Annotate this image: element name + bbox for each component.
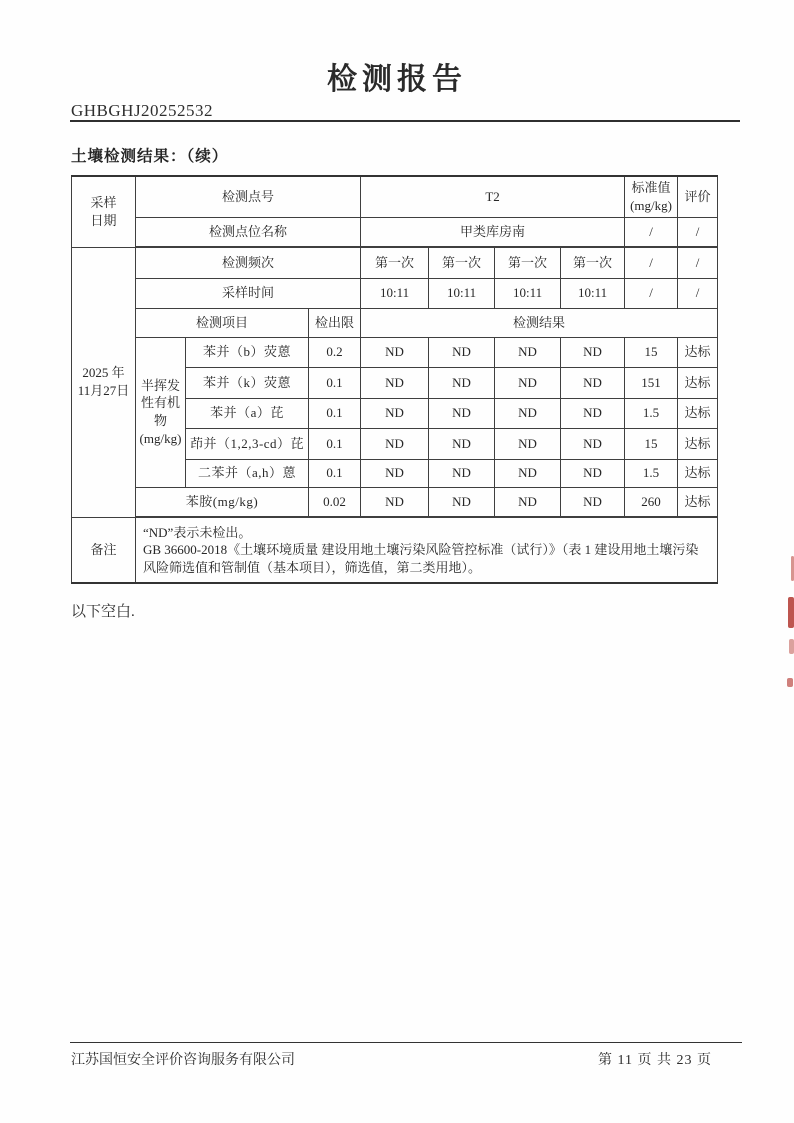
soil-results-table <box>71 175 718 584</box>
remark-line-standard: GB 36600-2018《土壤环境质量 建设用地土壤污染风险管控标准（试行）》（表 1 建设用地土壤污染风险筛选值和管制值（基本项目），筛选值，第二类用地）。 <box>143 542 699 575</box>
sampling-date-header-line1: 采样 <box>90 195 117 211</box>
result-4: ND <box>561 459 625 487</box>
sampling-date-header <box>72 176 136 247</box>
remark-content <box>136 517 718 583</box>
sampling-time-value-1: 10:11 <box>361 278 429 308</box>
item-name: 二苯并（a,h）蒽 <box>186 459 309 487</box>
result-3: ND <box>495 487 561 517</box>
point-name-label: 检测点位名称 <box>136 217 361 247</box>
svoc-group-label <box>136 337 186 487</box>
evaluation-header: 评价 <box>678 176 718 217</box>
sampling-time-label: 采样时间 <box>136 278 361 308</box>
result-2: ND <box>429 487 495 517</box>
blank-below-note: 以下空白. <box>71 604 135 620</box>
result-3: ND <box>495 398 561 428</box>
sampling-date-line1: 2025 年 <box>82 365 125 381</box>
item-name: 苯并（k）荧蒽 <box>186 367 309 398</box>
detection-limit-header: 检出限 <box>309 308 361 337</box>
result-1: ND <box>361 459 429 487</box>
standard-value: 151 <box>625 367 678 398</box>
standard-value: 15 <box>625 428 678 459</box>
result-4: ND <box>561 337 625 367</box>
point-name-eval-slash: / <box>678 217 718 247</box>
evaluation-value: 达标 <box>678 367 718 398</box>
standard-value: 1.5 <box>625 459 678 487</box>
sampling-time-standard-slash: / <box>625 278 678 308</box>
sampling-date-header-line2: 日期 <box>90 212 117 228</box>
frequency-value-3: 第一次 <box>495 247 561 278</box>
evaluation-value: 达标 <box>678 398 718 428</box>
point-name-standard-slash: / <box>625 217 678 247</box>
evaluation-value: 达标 <box>678 487 718 517</box>
frequency-standard-slash: / <box>625 247 678 278</box>
report-number: GHBGHJ20252532 <box>71 101 214 120</box>
result-4: ND <box>561 487 625 517</box>
detection-limit: 0.1 <box>309 459 361 487</box>
stamp-fragment <box>789 639 794 654</box>
result-4: ND <box>561 367 625 398</box>
stamp-fragment <box>787 678 793 687</box>
sampling-time-eval-slash: / <box>678 278 718 308</box>
point-no-value: T2 <box>361 176 625 217</box>
result-2: ND <box>429 337 495 367</box>
result-2: ND <box>429 459 495 487</box>
svoc-group-line3: 物 <box>153 413 167 428</box>
document-title: 检测报告 <box>327 63 467 96</box>
standard-value: 1.5 <box>625 398 678 428</box>
result-1: ND <box>361 337 429 367</box>
standard-value: 15 <box>625 337 678 367</box>
remark-line-nd: “ND”表示未检出。 <box>143 524 252 540</box>
result-3: ND <box>495 367 561 398</box>
footer-page-number: 第 11 页 共 23 页 <box>598 1053 712 1068</box>
standard-value: 260 <box>625 487 678 517</box>
frequency-label: 检测频次 <box>136 247 361 278</box>
result-2: ND <box>429 398 495 428</box>
table-row <box>72 337 718 367</box>
remark-label: 备注 <box>72 517 136 583</box>
sampling-time-value-2: 10:11 <box>429 278 495 308</box>
detection-limit: 0.02 <box>309 487 361 517</box>
result-4: ND <box>561 428 625 459</box>
sampling-time-value-3: 10:11 <box>495 278 561 308</box>
evaluation-value: 达标 <box>678 459 718 487</box>
result-2: ND <box>429 367 495 398</box>
svoc-group-line2: 性有机 <box>140 395 180 411</box>
standard-value-header-line1: 标准值 <box>631 180 671 196</box>
stamp-fragment <box>788 597 794 628</box>
point-no-label: 检测点号 <box>136 176 361 217</box>
result-1: ND <box>361 398 429 428</box>
detection-limit: 0.1 <box>309 398 361 428</box>
result-4: ND <box>561 398 625 428</box>
results-table-container <box>71 175 718 584</box>
item-header: 检测项目 <box>136 308 309 337</box>
standard-value-header <box>625 176 678 217</box>
result-header: 检测结果 <box>361 308 718 337</box>
result-2: ND <box>429 428 495 459</box>
sampling-date-value <box>72 247 136 517</box>
result-3: ND <box>495 459 561 487</box>
item-name-aniline: 苯胺(mg/kg) <box>136 487 309 517</box>
evaluation-value: 达标 <box>678 428 718 459</box>
header-divider-line <box>70 120 740 122</box>
table-row <box>72 487 718 517</box>
sampling-time-value-4: 10:11 <box>561 278 625 308</box>
result-1: ND <box>361 428 429 459</box>
detection-limit: 0.2 <box>309 337 361 367</box>
frequency-eval-slash: / <box>678 247 718 278</box>
footer-divider-line <box>70 1042 742 1043</box>
result-1: ND <box>361 487 429 517</box>
point-name-value: 甲类库房南 <box>361 217 625 247</box>
frequency-value-1: 第一次 <box>361 247 429 278</box>
section-title: 土壤检测结果：（续） <box>71 148 229 165</box>
standard-value-header-line2: (mg/kg) <box>630 197 672 213</box>
result-3: ND <box>495 337 561 367</box>
item-name: 苯并（b）荧蒽 <box>186 337 309 367</box>
result-1: ND <box>361 367 429 398</box>
sampling-date-line2: 11月27日 <box>77 383 130 398</box>
detection-limit: 0.1 <box>309 367 361 398</box>
item-name: 苯并（a）芘 <box>186 398 309 428</box>
svoc-group-line1: 半挥发 <box>140 377 180 393</box>
svoc-group-line4: (mg/kg) <box>139 430 182 446</box>
result-3: ND <box>495 428 561 459</box>
frequency-value-2: 第一次 <box>429 247 495 278</box>
detection-limit: 0.1 <box>309 428 361 459</box>
evaluation-value: 达标 <box>678 337 718 367</box>
frequency-value-4: 第一次 <box>561 247 625 278</box>
item-name: 茚并（1,2,3-cd）芘 <box>186 428 309 459</box>
footer-company-name: 江苏国恒安全评价咨询服务有限公司 <box>71 1053 295 1068</box>
